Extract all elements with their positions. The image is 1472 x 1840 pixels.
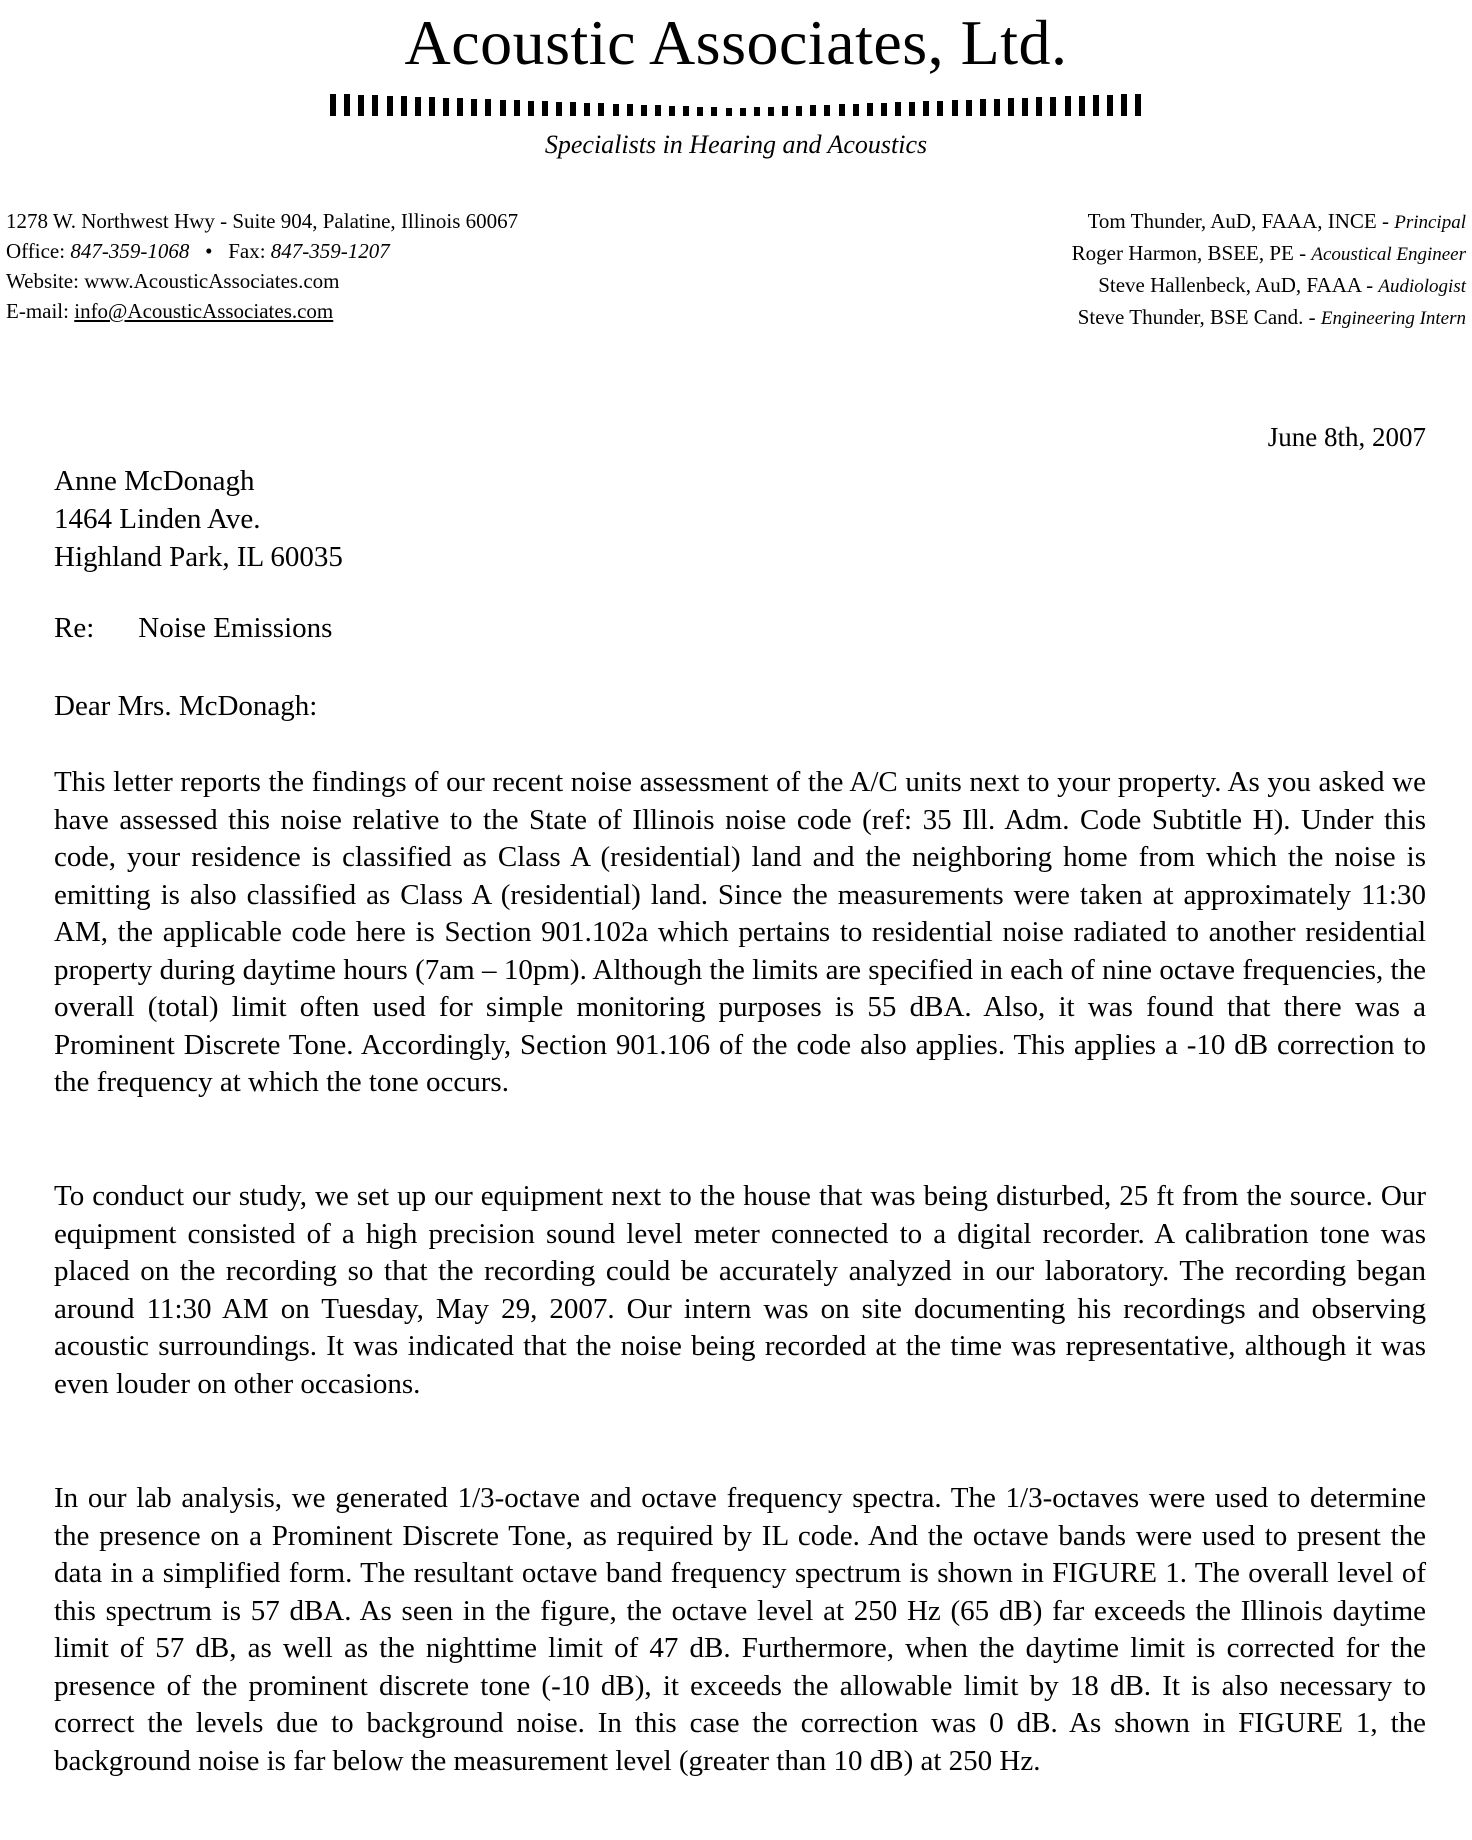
staff-role: Audiologist	[1378, 276, 1466, 297]
rule-tick	[768, 107, 774, 116]
staff-role: Engineering Intern	[1320, 308, 1466, 329]
email-link[interactable]: info@AcousticAssociates.com	[74, 299, 334, 323]
rule-tick	[429, 97, 435, 116]
staff-item	[1072, 270, 1466, 302]
email-line	[6, 296, 518, 326]
body-paragraph: This letter reports the findings of our recent noise assessment of the A/C units next to your property. As you asked we have assessed this noise relative to the State of Illinois noise code (ref: 35 Ill. Adm. Code Subtitle H). Under this code, your residence is classified as Class A (residential) land and the neighboring home from which the noise is emitting is also classified as Class A (residential) land. Since the measurements were taken at approximately 11:30 AM, the applicable code here is Section 901.102a which pertains to residential noise radiated to another residential property during daytime hours (7am – 10pm). Although the limits are specified in each of nine octave frequencies, the overall (total) limit often used for simple monitoring purposes is 55 dBA. Also, it was found that there was a Prominent Discrete Tone. Accordingly, Section 901.106 of the code also applies. This applies a -10 dB correction to the frequency at which the tone occurs.	[54, 766, 1426, 1098]
rule-tick	[726, 108, 732, 116]
website-line	[6, 266, 518, 296]
contact-block	[6, 206, 518, 326]
rule-tick	[344, 94, 350, 116]
separator-bullet: •	[205, 239, 213, 263]
rule-tick	[782, 106, 788, 116]
rule-tick	[669, 106, 675, 116]
re-label: Re:	[54, 612, 95, 644]
body-paragraph: To conduct our study, we set up our equipment next to the house that was being disturbed, 25 ft from the source. Our equipment consisted of a high precision sound level meter connected to a digital recorder. A calibration tone was placed on the recording so that the recording could be accurately analyzed in our laboratory. The recording began around 11:30 AM on Tuesday, May 29, 2007. Our intern was on site documenting his recordings and observing acoustic surroundings. It was indicated that the noise being recorded at the time was representative, although it was even louder on other occasions.	[54, 1180, 1426, 1400]
rule-tick	[471, 99, 477, 116]
office-number: 847-359-1068	[70, 239, 190, 263]
company-address: 1278 W. Northwest Hwy - Suite 904, Palatine, Illinois 60067	[6, 209, 519, 233]
rule-tick	[556, 102, 562, 116]
staff-name: Roger Harmon, BSEE, PE -	[1071, 241, 1312, 265]
rule-tick	[528, 101, 534, 116]
rule-tick	[937, 101, 943, 116]
rule-tick	[697, 107, 703, 116]
rule-tick	[1079, 96, 1085, 116]
staff-name: Steve Thunder, BSE Cand. -	[1077, 305, 1321, 329]
rule-tick	[387, 96, 393, 116]
subject-line	[54, 612, 332, 645]
staff-item	[1072, 302, 1466, 334]
rule-tick	[754, 107, 760, 116]
rule-tick	[330, 94, 336, 116]
rule-tick	[966, 100, 972, 116]
letterhead-rule-decoration	[330, 92, 1142, 116]
rule-tick	[1135, 94, 1141, 116]
rule-tick	[415, 97, 421, 116]
rule-tick	[457, 98, 463, 116]
rule-tick	[824, 105, 830, 116]
rule-tick	[1121, 94, 1127, 116]
rule-tick	[867, 103, 873, 116]
rule-tick	[895, 102, 901, 116]
salutation: Dear Mrs. McDonagh:	[54, 690, 318, 722]
office-label: Office:	[6, 239, 66, 263]
rule-tick	[853, 104, 859, 116]
fax-number: 847-359-1207	[270, 239, 390, 263]
staff-item	[1072, 238, 1466, 270]
rule-tick	[952, 100, 958, 116]
rule-tick	[358, 95, 364, 116]
re-subject: Noise Emissions	[138, 612, 333, 644]
email-label: E-mail:	[6, 299, 69, 323]
rule-tick	[923, 101, 929, 116]
rule-tick	[372, 95, 378, 116]
rule-tick	[500, 100, 506, 116]
staff-name: Tom Thunder, AuD, FAAA, INCE -	[1087, 209, 1395, 233]
rule-tick	[1050, 97, 1056, 116]
website-link[interactable]: www.AcousticAssociates.com	[84, 269, 340, 293]
fax-label: Fax:	[228, 239, 266, 263]
rule-tick	[655, 105, 661, 116]
rule-tick	[881, 103, 887, 116]
letter-date: June 8th, 2007	[1267, 422, 1426, 452]
rule-tick	[443, 98, 449, 116]
rule-tick	[683, 106, 689, 116]
company-name: Acoustic Associates, Ltd.	[404, 7, 1068, 78]
recipient-street: 1464 Linden Ave.	[54, 503, 261, 535]
rule-tick	[1107, 95, 1113, 116]
rule-tick	[613, 104, 619, 116]
rule-tick	[740, 108, 746, 116]
rule-tick	[994, 99, 1000, 116]
rule-tick	[810, 105, 816, 116]
website-label: Website:	[6, 269, 79, 293]
recipient-address	[54, 462, 343, 576]
staff-role: Principal	[1394, 212, 1466, 233]
body-paragraph: In our lab analysis, we generated 1/3-octave and octave frequency spectra. The 1/3-octaves were used to determine the presence on a Prominent Discrete Tone, as required by IL code. And the octave bands were used to present the data in a simplified form. The resultant octave band frequency spectrum is shown in FIGURE 1. The overall level of this spectrum is 57 dBA. As seen in the figure, the octave level at 250 Hz (65 dB) far exceeds the Illinois daytime limit of 57 dB, as well as the nighttime limit of 47 dB. Furthermore, when the daytime limit is corrected for the presence of the prominent discrete tone (-10 dB), it exceeds the allowable limit by 18 dB. It is also necessary to correct the levels due to background noise. In this case the correction was 0 dB. As shown in FIGURE 1, the background noise is far below the measurement level (greater than 10 dB) at 250 Hz.	[54, 1482, 1426, 1777]
rule-tick	[839, 104, 845, 116]
recipient-name: Anne McDonagh	[54, 465, 255, 497]
rule-tick	[980, 99, 986, 116]
rule-tick	[514, 100, 520, 116]
rule-tick	[1093, 95, 1099, 116]
rule-tick	[1008, 98, 1014, 116]
rule-tick	[570, 102, 576, 116]
company-tagline: Specialists in Hearing and Acoustics	[544, 130, 928, 159]
staff-role: Acoustical Engineer	[1311, 244, 1466, 265]
rule-tick	[909, 102, 915, 116]
rule-tick	[641, 105, 647, 116]
rule-tick	[1022, 98, 1028, 116]
staff-name: Steve Hallenbeck, AuD, FAAA -	[1098, 273, 1379, 297]
staff-list	[1072, 206, 1466, 334]
staff-item	[1072, 206, 1466, 238]
rule-tick	[485, 99, 491, 116]
rule-tick	[796, 106, 802, 116]
rule-tick	[542, 101, 548, 116]
recipient-city: Highland Park, IL 60035	[54, 541, 343, 573]
rule-tick	[711, 107, 717, 116]
rule-tick	[1036, 97, 1042, 116]
rule-tick	[1065, 96, 1071, 116]
rule-tick	[598, 103, 604, 116]
rule-tick	[584, 103, 590, 116]
rule-tick	[401, 96, 407, 116]
rule-tick	[627, 104, 633, 116]
phone-line	[6, 236, 518, 266]
